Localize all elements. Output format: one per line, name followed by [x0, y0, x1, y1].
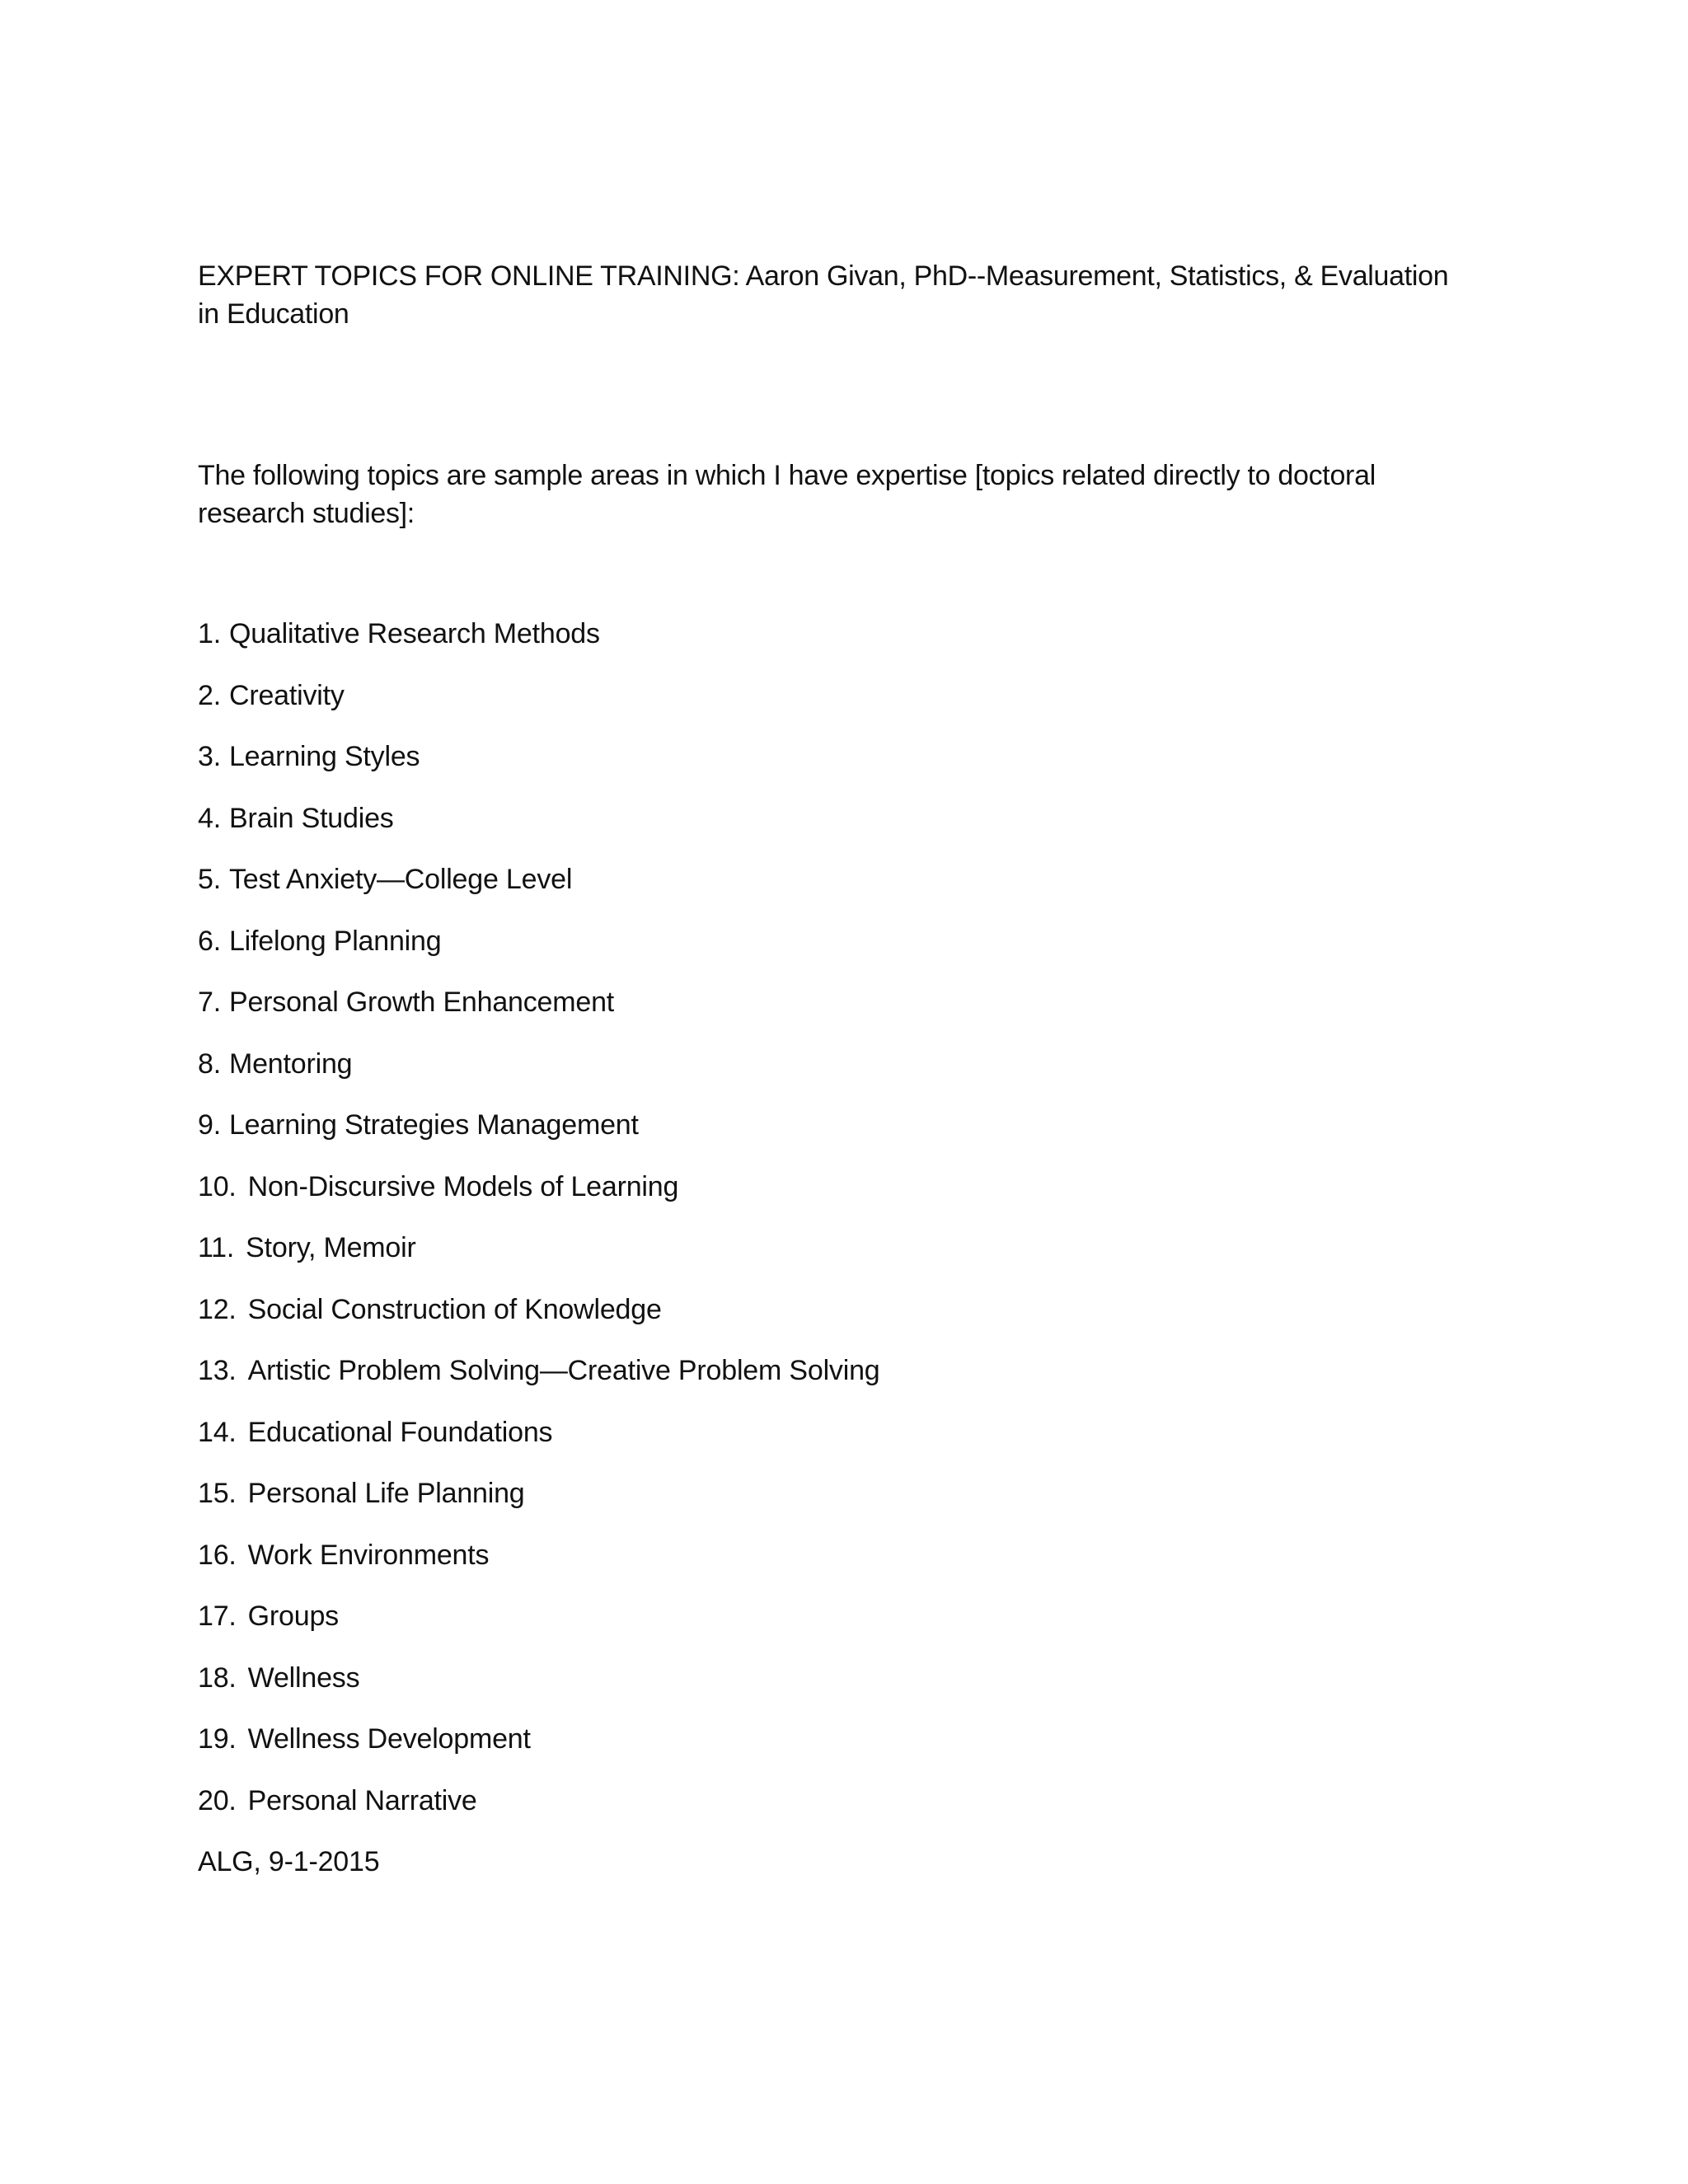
- topic-number: 7.: [198, 987, 221, 1018]
- topic-label: Personal Narrative: [247, 1784, 477, 1816]
- topic-label: Test Anxiety—College Level: [228, 864, 573, 895]
- topic-number: 12.: [198, 1293, 237, 1325]
- topic-number: 14.: [198, 1416, 237, 1448]
- topic-number: 1.: [198, 618, 221, 649]
- topic-label: Work Environments: [247, 1539, 490, 1571]
- topic-item: [198, 860, 1451, 922]
- topic-item: [198, 1597, 1451, 1659]
- topic-number: 15.: [198, 1478, 237, 1509]
- topic-label: Groups: [247, 1601, 339, 1632]
- topic-item: [198, 799, 1451, 861]
- topic-label: Wellness Development: [247, 1723, 531, 1755]
- topic-label: Learning Strategies Management: [228, 1109, 639, 1141]
- topic-item: [198, 738, 1451, 799]
- topic-item: [198, 615, 1451, 677]
- topic-item: [198, 922, 1451, 984]
- topic-number: 8.: [198, 1047, 221, 1080]
- intro-paragraph: The following topics are sample areas in which I have expertise [topics related directly to doctoral research studies]:: [198, 460, 1376, 529]
- topic-label: Wellness: [247, 1661, 360, 1694]
- topic-number: 11.: [198, 1232, 235, 1263]
- topic-item: [198, 1413, 1451, 1475]
- topic-label: Story, Memoir: [246, 1232, 416, 1263]
- topic-label: Personal Life Planning: [247, 1478, 525, 1509]
- topic-item: [198, 1229, 1451, 1291]
- topic-label: Social Construction of Knowledge: [247, 1293, 662, 1325]
- topic-item: [198, 677, 1451, 738]
- topic-item: [198, 1352, 1451, 1413]
- topic-label: Brain Studies: [228, 802, 394, 834]
- topic-label: Lifelong Planning: [228, 925, 442, 957]
- signature-date: ALG, 9-1-2015: [198, 1846, 380, 1877]
- topic-number: 5.: [198, 864, 221, 895]
- topic-item: [198, 1474, 1451, 1536]
- topic-label: Creativity: [228, 679, 345, 711]
- topic-item: [198, 1291, 1451, 1352]
- document-title: EXPERT TOPICS FOR ONLINE TRAINING: Aaron Givan, PhD--Measurement, Statistics, & Evaluation in Education: [198, 260, 1449, 330]
- topic-number: 17.: [198, 1601, 237, 1632]
- topic-number: 13.: [198, 1355, 237, 1386]
- topic-number: 4.: [198, 802, 221, 834]
- topic-number: 20.: [198, 1784, 237, 1816]
- topic-number: 9.: [198, 1109, 221, 1141]
- topic-number: 19.: [198, 1723, 237, 1755]
- topic-label: Learning Styles: [228, 741, 420, 772]
- topic-number: 3.: [198, 741, 221, 772]
- topic-item: [198, 1168, 1451, 1230]
- topic-label: Artistic Problem Solving—Creative Problem Solving: [247, 1355, 880, 1386]
- topic-item: [198, 1659, 1451, 1721]
- topic-label: Qualitative Research Methods: [228, 618, 600, 649]
- topic-label: Mentoring: [228, 1047, 353, 1080]
- topic-item: [198, 1106, 1451, 1168]
- topic-item: [198, 1720, 1451, 1782]
- topic-label: Educational Foundations: [247, 1416, 553, 1448]
- topic-item: [198, 1782, 1451, 1844]
- topic-number: 16.: [198, 1539, 237, 1571]
- topic-item: [198, 983, 1451, 1045]
- topic-item: [198, 1045, 1451, 1107]
- topic-label: Non-Discursive Models of Learning: [247, 1170, 679, 1202]
- topic-number: 2.: [198, 679, 221, 711]
- topic-item: [198, 1536, 1451, 1598]
- topic-label: Personal Growth Enhancement: [228, 987, 615, 1018]
- topic-number: 6.: [198, 925, 221, 957]
- topic-list: [198, 615, 1451, 1843]
- document-body: [198, 257, 1451, 1881]
- topic-number: 18.: [198, 1661, 237, 1694]
- topic-number: 10.: [198, 1170, 237, 1202]
